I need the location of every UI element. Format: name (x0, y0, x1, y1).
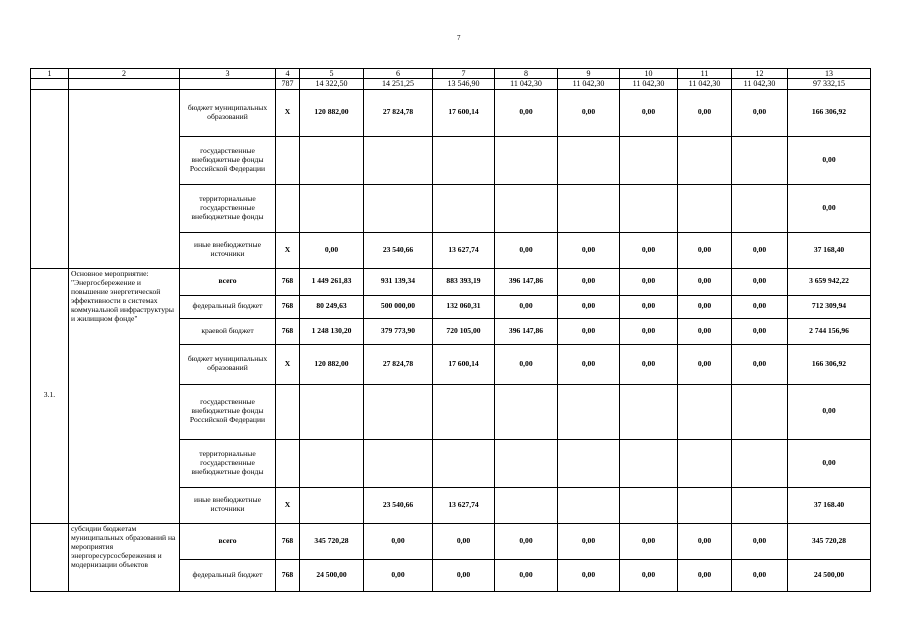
row-number-cell (31, 89, 69, 268)
value-cell: 0,00 (495, 559, 558, 591)
subheader-value: 11 042,30 (495, 79, 558, 89)
value-cell: 120 882,00 (300, 344, 364, 384)
value-cell (433, 439, 495, 487)
subheader-value: 11 042,30 (678, 79, 732, 89)
value-cell: 0,00 (678, 268, 732, 295)
value-cell: 24 500,00 (788, 559, 871, 591)
value-cell: 24 500,00 (300, 559, 364, 591)
value-cell: 0,00 (678, 344, 732, 384)
value-cell (495, 136, 558, 184)
funding-source: территориальные государственные внебюджетные фонды (180, 184, 276, 232)
value-cell: 0,00 (300, 232, 364, 268)
value-cell: 0,00 (678, 559, 732, 591)
column-number: 7 (433, 69, 495, 79)
value-cell: 0,00 (678, 89, 732, 136)
value-cell: 0,00 (732, 232, 788, 268)
value-cell (300, 136, 364, 184)
code-cell: X (276, 487, 300, 523)
value-cell: 0,00 (788, 184, 871, 232)
value-cell: 120 882,00 (300, 89, 364, 136)
value-cell: 0,00 (620, 318, 678, 344)
funding-source: федеральный бюджет (180, 559, 276, 591)
funding-source: всего (180, 523, 276, 559)
value-cell: 0,00 (732, 344, 788, 384)
funding-source: федеральный бюджет (180, 295, 276, 318)
value-cell: 0,00 (788, 439, 871, 487)
value-cell: 0,00 (558, 559, 620, 591)
value-cell: 0,00 (732, 559, 788, 591)
value-cell: 0,00 (620, 559, 678, 591)
subheader-value: 11 042,30 (558, 79, 620, 89)
value-cell (678, 184, 732, 232)
value-cell: 396 147,86 (495, 268, 558, 295)
funding-source: иные внебюджетные источники (180, 232, 276, 268)
value-cell: 13 627,74 (433, 487, 495, 523)
value-cell: 166 306,92 (788, 89, 871, 136)
value-cell: 0,00 (364, 523, 433, 559)
value-cell (300, 184, 364, 232)
table-row (31, 89, 871, 136)
value-cell (620, 487, 678, 523)
column-number: 10 (620, 69, 678, 79)
value-cell: 27 824,78 (364, 89, 433, 136)
column-number: 3 (180, 69, 276, 79)
value-cell (433, 384, 495, 439)
funding-source: территориальные государственные внебюджетные фонды (180, 439, 276, 487)
code-cell: X (276, 89, 300, 136)
value-cell (732, 439, 788, 487)
value-cell (558, 439, 620, 487)
column-number: 6 (364, 69, 433, 79)
subheader-value: 787 (276, 79, 300, 89)
table-body (31, 69, 871, 592)
header-row (31, 69, 871, 79)
value-cell (678, 487, 732, 523)
code-cell (276, 136, 300, 184)
value-cell: 0,00 (732, 523, 788, 559)
value-cell: 379 773,90 (364, 318, 433, 344)
value-cell: 0,00 (678, 318, 732, 344)
value-cell (732, 384, 788, 439)
value-cell: 0,00 (495, 523, 558, 559)
value-cell: 0,00 (558, 295, 620, 318)
empty-cell (180, 79, 276, 89)
value-cell: 931 139,34 (364, 268, 433, 295)
value-cell: 132 060,31 (433, 295, 495, 318)
value-cell (364, 384, 433, 439)
code-cell: 768 (276, 318, 300, 344)
value-cell: 0,00 (558, 523, 620, 559)
funding-source: всего (180, 268, 276, 295)
table-row (31, 523, 871, 559)
funding-source: краевой бюджет (180, 318, 276, 344)
code-cell (276, 384, 300, 439)
table-row (31, 268, 871, 295)
value-cell: 0,00 (788, 136, 871, 184)
value-cell (495, 439, 558, 487)
value-cell: 3 659 942,22 (788, 268, 871, 295)
code-cell (276, 184, 300, 232)
code-cell: 768 (276, 559, 300, 591)
value-cell: 0,00 (558, 318, 620, 344)
value-cell: 0,00 (620, 523, 678, 559)
column-number: 11 (678, 69, 732, 79)
value-cell: 883 393,19 (433, 268, 495, 295)
value-cell (495, 384, 558, 439)
value-cell: 0,00 (558, 344, 620, 384)
value-cell: 0,00 (558, 232, 620, 268)
value-cell: 0,00 (364, 559, 433, 591)
column-number: 9 (558, 69, 620, 79)
value-cell: 17 600,14 (433, 344, 495, 384)
value-cell: 0,00 (558, 89, 620, 136)
value-cell: 0,00 (732, 318, 788, 344)
value-cell: 0,00 (433, 559, 495, 591)
column-number: 5 (300, 69, 364, 79)
value-cell (732, 184, 788, 232)
value-cell: 13 627,74 (433, 232, 495, 268)
subheader-value: 14 251,25 (364, 79, 433, 89)
value-cell: 80 249,63 (300, 295, 364, 318)
value-cell (300, 384, 364, 439)
value-cell: 345 720,28 (788, 523, 871, 559)
value-cell: 1 449 261,83 (300, 268, 364, 295)
code-cell: X (276, 232, 300, 268)
value-cell (620, 136, 678, 184)
value-cell: 17 600,14 (433, 89, 495, 136)
value-cell: 0,00 (558, 268, 620, 295)
value-cell: 0,00 (620, 344, 678, 384)
value-cell: 0,00 (495, 344, 558, 384)
value-cell: 23 540,66 (364, 487, 433, 523)
code-cell: 768 (276, 523, 300, 559)
column-number: 12 (732, 69, 788, 79)
value-cell: 0,00 (495, 295, 558, 318)
empty-cell (69, 79, 180, 89)
column-number: 4 (276, 69, 300, 79)
value-cell (364, 439, 433, 487)
code-cell: 768 (276, 295, 300, 318)
value-cell: 0,00 (495, 89, 558, 136)
value-cell (495, 487, 558, 523)
value-cell: 712 309,94 (788, 295, 871, 318)
funding-source: иные внебюджетные источники (180, 487, 276, 523)
value-cell (495, 184, 558, 232)
value-cell: 0,00 (788, 384, 871, 439)
subheader-value: 97 332,15 (788, 79, 871, 89)
value-cell (433, 136, 495, 184)
subheader-value: 11 042,30 (732, 79, 788, 89)
value-cell: 345 720,28 (300, 523, 364, 559)
value-cell: 0,00 (678, 523, 732, 559)
value-cell (620, 439, 678, 487)
funding-source: бюджет муниципальных образований (180, 344, 276, 384)
value-cell (678, 136, 732, 184)
empty-cell (31, 79, 69, 89)
value-cell: 0,00 (732, 295, 788, 318)
value-cell (300, 439, 364, 487)
column-number: 2 (69, 69, 180, 79)
column-number: 13 (788, 69, 871, 79)
value-cell (364, 184, 433, 232)
value-cell: 0,00 (678, 232, 732, 268)
value-cell: 0,00 (678, 295, 732, 318)
value-cell: 0,00 (620, 268, 678, 295)
value-cell: 37 168,40 (788, 232, 871, 268)
value-cell: 0,00 (620, 89, 678, 136)
subheader-value: 11 042,30 (620, 79, 678, 89)
value-cell (732, 487, 788, 523)
value-cell (558, 384, 620, 439)
value-cell: 166 306,92 (788, 344, 871, 384)
activity-title: субсидии бюджетам муниципальных образований на мероприятия энергоресурсосбережения и модернизации объектов (69, 523, 180, 591)
value-cell: 1 248 130,20 (300, 318, 364, 344)
value-cell: 396 147,86 (495, 318, 558, 344)
column-number: 8 (495, 69, 558, 79)
subheader-row (31, 79, 871, 89)
row-number-cell (31, 523, 69, 591)
row-number: 3.1. (31, 268, 69, 523)
value-cell: 0,00 (732, 268, 788, 295)
funding-source: бюджет муниципальных образований (180, 89, 276, 136)
activity-title: Основное мероприятие: "Энергосбережение и повышение энергетической эффективности в системах коммунальной инфраструктуры и жилищном фонде" (69, 268, 180, 523)
value-cell (732, 136, 788, 184)
subheader-value: 13 546,90 (433, 79, 495, 89)
value-cell (433, 184, 495, 232)
value-cell: 720 105,00 (433, 318, 495, 344)
value-cell: 0,00 (732, 89, 788, 136)
value-cell (620, 384, 678, 439)
title-cell (69, 89, 180, 268)
value-cell: 500 000,00 (364, 295, 433, 318)
value-cell (678, 384, 732, 439)
funding-source: государственные внебюджетные фонды Российской Федерации (180, 136, 276, 184)
code-cell: X (276, 344, 300, 384)
funding-source: государственные внебюджетные фонды Российской Федерации (180, 384, 276, 439)
code-cell (276, 439, 300, 487)
value-cell: 0,00 (433, 523, 495, 559)
budget-table (30, 68, 871, 592)
value-cell: 0,00 (495, 232, 558, 268)
value-cell: 2 744 156,96 (788, 318, 871, 344)
page-number: 7 (457, 34, 461, 42)
value-cell: 0,00 (620, 295, 678, 318)
value-cell (558, 184, 620, 232)
code-cell: 768 (276, 268, 300, 295)
value-cell (558, 136, 620, 184)
value-cell: 37 168.40 (788, 487, 871, 523)
value-cell (620, 184, 678, 232)
subheader-value: 14 322,50 (300, 79, 364, 89)
value-cell (678, 439, 732, 487)
value-cell: 0,00 (620, 232, 678, 268)
value-cell (558, 487, 620, 523)
value-cell: 23 540,66 (364, 232, 433, 268)
value-cell: 27 824,78 (364, 344, 433, 384)
value-cell (300, 487, 364, 523)
value-cell (364, 136, 433, 184)
column-number: 1 (31, 69, 69, 79)
